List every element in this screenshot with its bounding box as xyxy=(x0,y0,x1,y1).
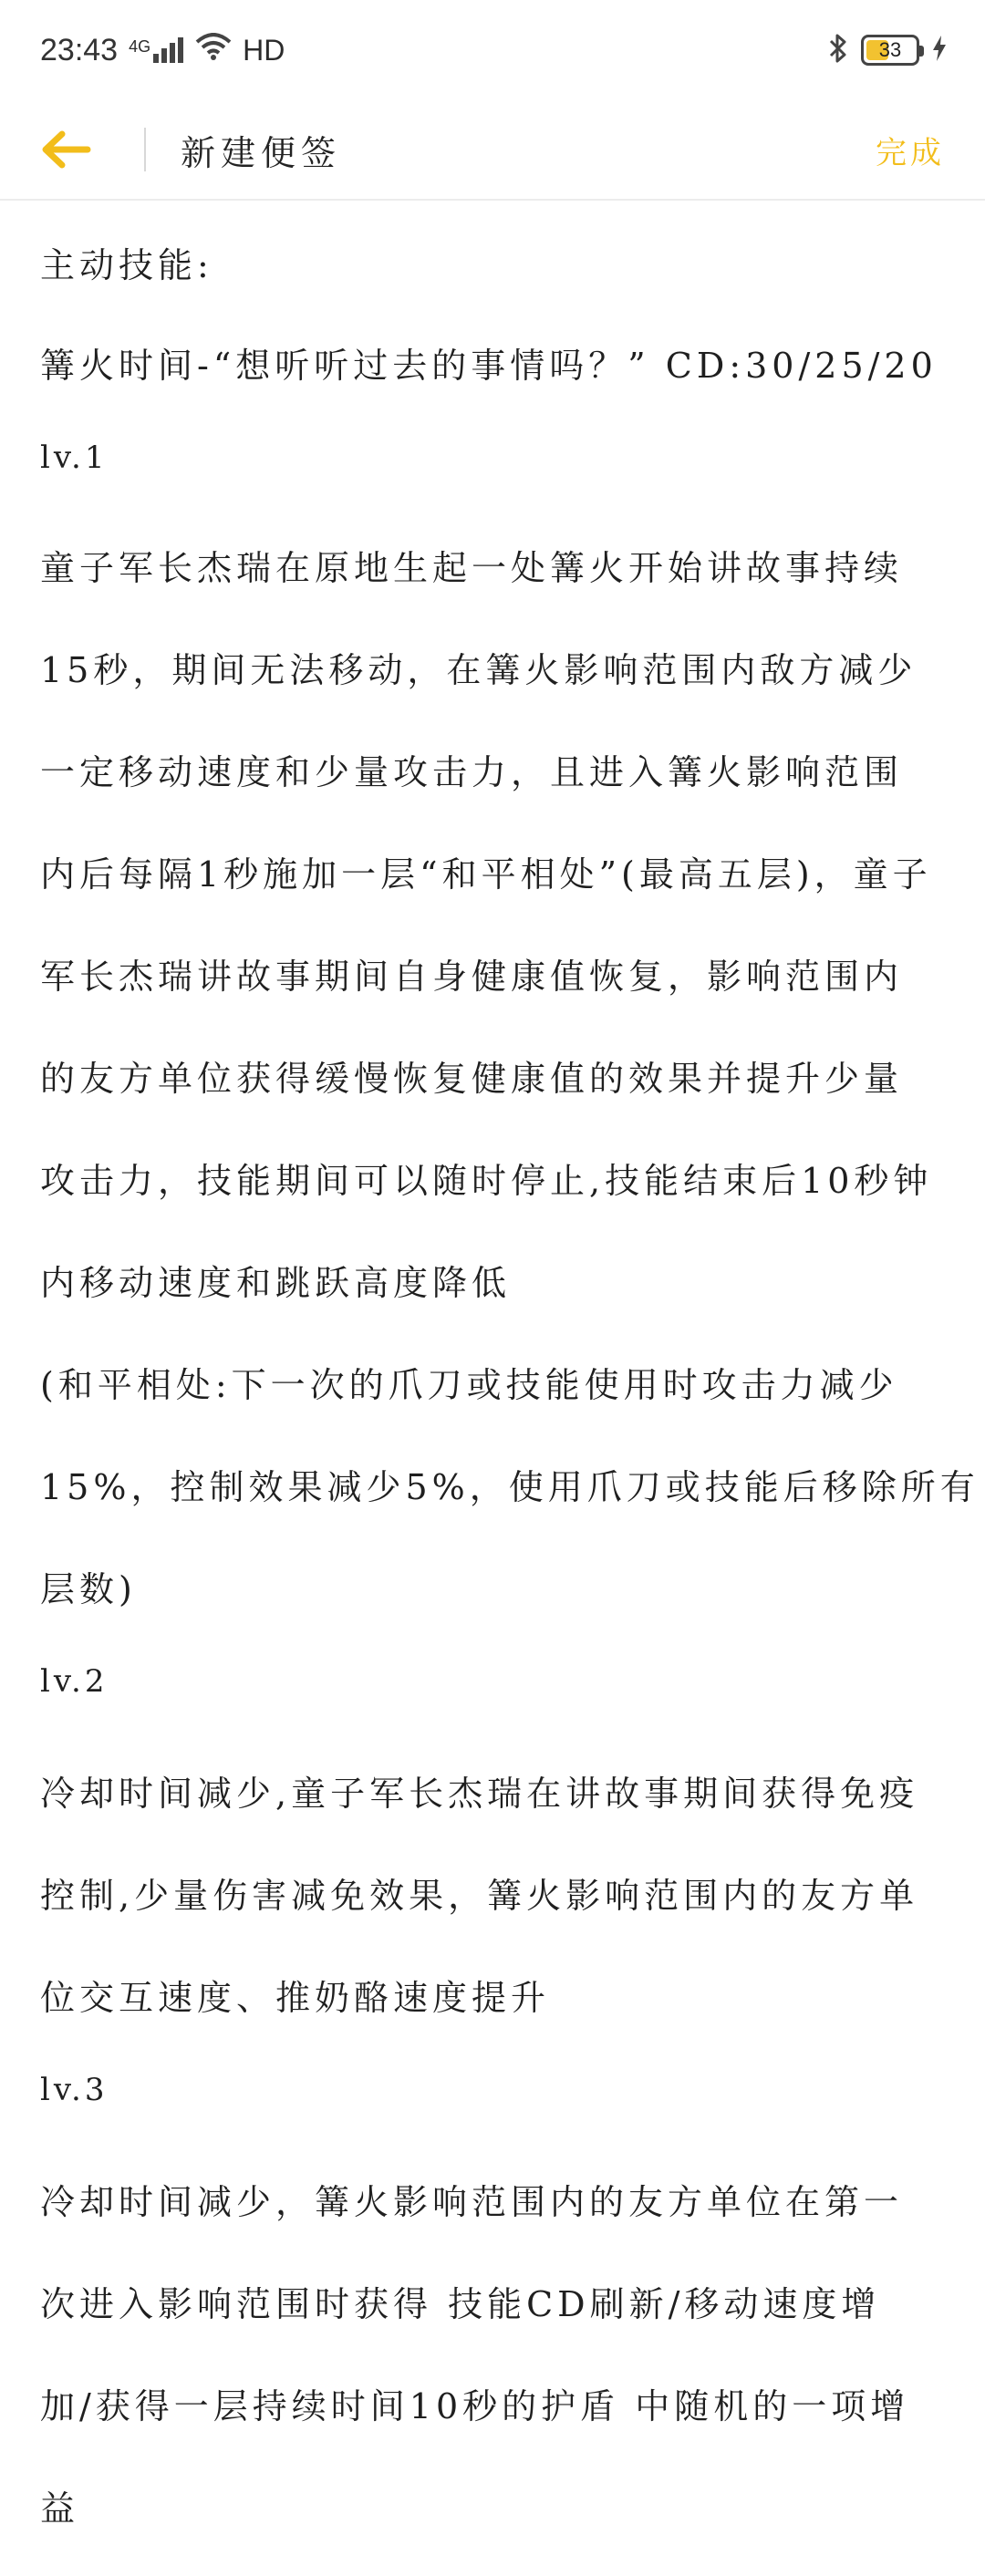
header-divider xyxy=(144,128,146,171)
signal-icon xyxy=(129,37,184,63)
status-right xyxy=(828,33,947,68)
page-title: 新建便签 xyxy=(181,132,342,173)
app-bar xyxy=(0,100,985,201)
note-line: 位交互速度、推奶酪速度提升 xyxy=(40,1978,551,2018)
note-line: 攻击力，技能期间可以随时停止,技能结束后10秒钟 xyxy=(40,1161,933,1201)
note-line: lv.1 xyxy=(40,440,109,476)
hd-label: HD xyxy=(243,33,285,67)
battery-icon xyxy=(861,35,919,66)
note-line: 冷却时间减少,童子军长杰瑞在讲故事期间获得免疫 xyxy=(40,1774,919,1814)
note-line: 内移动速度和跳跃高度降低 xyxy=(40,1263,512,1303)
note-line: 主动技能: xyxy=(40,245,213,285)
note-line: 一定移动速度和少量攻击力，且进入篝火影响范围 xyxy=(40,752,904,792)
note-line: 次进入影响范围时获得 技能CD刷新/移动速度增 xyxy=(40,2284,881,2324)
note-line: 加/获得一层持续时间10秒的护盾 中随机的一项增 xyxy=(40,2386,910,2426)
note-line: 15%，控制效果减少5%，使用爪刀或技能后移除所有 xyxy=(40,1467,980,1507)
note-line: (和平相处:下一次的爪刀或技能使用时攻击力减少 xyxy=(40,1365,898,1405)
charging-icon xyxy=(932,36,947,66)
wifi-icon xyxy=(195,33,232,67)
status-time: 23:43 xyxy=(40,32,119,67)
note-line: 童子军长杰瑞在原地生起一处篝火开始讲故事持续 xyxy=(40,548,904,588)
bluetooth-icon xyxy=(828,33,848,68)
arrow-left-icon xyxy=(40,129,91,170)
note-line: 15秒，期间无法移动，在篝火影响范围内敌方减少 xyxy=(40,650,918,690)
status-left xyxy=(40,33,285,68)
network-type: 4G xyxy=(129,37,151,56)
note-line: lv.3 xyxy=(40,2072,109,2108)
note-line: lv.2 xyxy=(40,1663,109,1700)
note-line: 军长杰瑞讲故事期间自身健康值恢复，影响范围内 xyxy=(40,957,904,997)
note-line: 的友方单位获得缓慢恢复健康值的效果并提升少量 xyxy=(40,1059,904,1099)
note-line: 内后每隔1秒施加一层“和平相处”(最高五层)，童子 xyxy=(40,854,932,895)
note-line: 篝火时间-“想听听过去的事情吗？” CD:30/25/20 xyxy=(40,346,938,386)
note-line: 益 xyxy=(40,2488,80,2529)
note-line: 控制,少量伤害减免效果，篝火影响范围内的友方单 xyxy=(40,1876,919,1916)
status-bar xyxy=(0,0,985,100)
battery-level: 33 xyxy=(878,38,902,61)
back-button[interactable] xyxy=(40,118,104,181)
done-button[interactable]: 完成 xyxy=(876,134,945,171)
note-line: 层数) xyxy=(40,1569,137,1609)
note-line: 冷却时间减少，篝火影响范围内的友方单位在第一 xyxy=(40,2182,904,2222)
